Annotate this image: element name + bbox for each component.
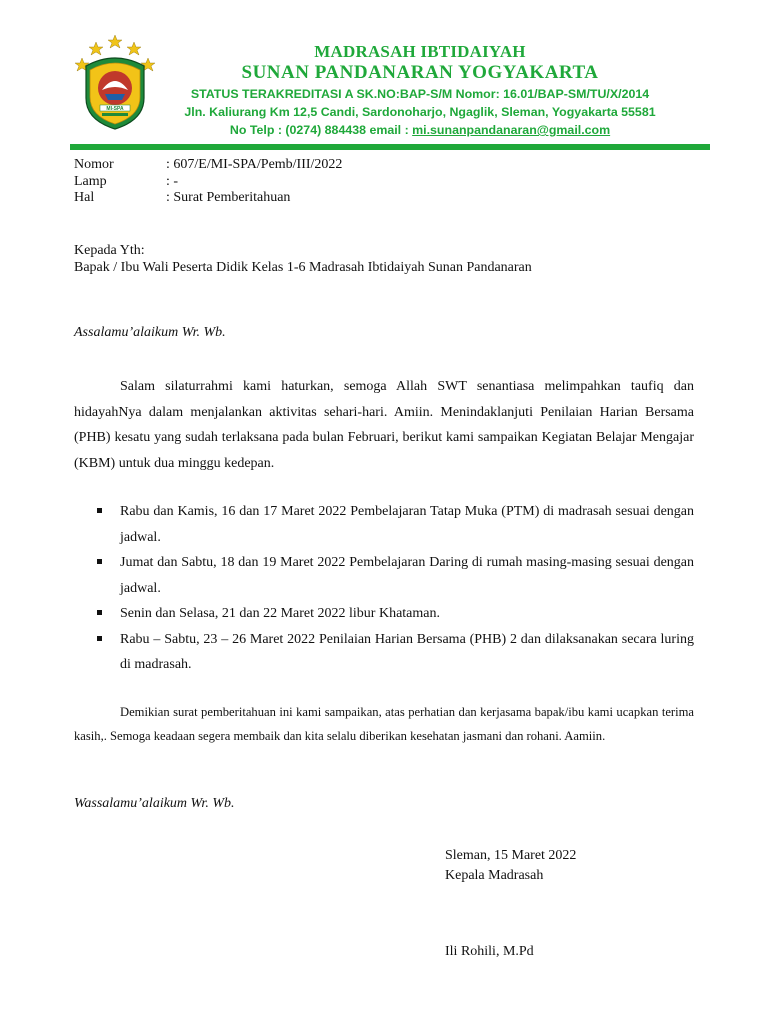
school-type: MADRASAH IBTIDAIYAH: [314, 42, 526, 61]
signatory-name: Ili Rohili, M.Pd: [445, 944, 534, 959]
school-name: SUNAN PANDANARAN YOGYAKARTA: [241, 62, 599, 83]
accreditation-status: STATUS TERAKREDITASI A SK.NO:BAP-S/M Nomor: 16.01/BAP-SM/TU/X/2014: [190, 87, 650, 101]
lamp-value: : -: [166, 173, 179, 189]
contact-line: [160, 121, 680, 139]
lamp-label: Lamp: [74, 173, 107, 189]
recipient-name: Bapak / Ibu Wali Peserta Didik Kelas 1-6 Madrasah Ibtidaiyah Sunan Pandanaran: [74, 260, 532, 275]
email-link[interactable]: mi.sunanpandanaran@gmail.com: [412, 123, 611, 137]
logo-text: MI-SPA: [106, 106, 124, 112]
opening-greeting: Assalamu’alaikum Wr. Wb.: [74, 325, 226, 340]
place-date: Sleman, 15 Maret 2022: [445, 848, 577, 863]
school-logo: [72, 28, 158, 132]
reference-block: [74, 157, 342, 207]
letterhead-divider: [70, 144, 710, 150]
list-item: Senin dan Selasa, 21 dan 22 Maret 2022 libur Khataman.: [94, 601, 694, 627]
schedule-list: [94, 499, 694, 678]
nomor-label: Nomor: [74, 157, 114, 172]
letterhead: [160, 42, 680, 139]
list-item: Rabu dan Kamis, 16 dan 17 Maret 2022 Pembelajaran Tatap Muka (PTM) di madrasah sesuai dengan jadwal.: [94, 499, 694, 550]
signatory-position: Kepala Madrasah: [445, 868, 544, 883]
hal-value: : Surat Pemberitahuan: [166, 190, 291, 205]
intro-paragraph: Salam silaturrahmi kami haturkan, semoga Allah SWT senantiasa melimpahkan taufiq dan hidayahNya dalam menjalankan aktivitas sehari-hari. Amiin. Menindaklanjuti Penilaian Harian Bersama (PHB) kesatu yang sudah terlaksana pada bulan Februari, berikut kami sampaikan Kegiatan Belajar Mengajar (KBM) untuk dua minggu kedepan.: [74, 379, 694, 471]
hal-label: Hal: [74, 190, 95, 205]
recipient-heading: Kepada Yth:: [74, 243, 145, 258]
nomor-value: : 607/E/MI-SPA/Pemb/III/2022: [166, 157, 343, 172]
closing-paragraph: Demikian surat pemberitahuan ini kami sampaikan, atas perhatian dan kerjasama bapak/ibu kami ucapkan terima kasih,. Semoga keadaan segera membaik dan kita selalu diberikan kesehatan jasmani dan rohani. Aamiin.: [74, 705, 694, 743]
phone-text: No Telp : (0274) 884438 email :: [229, 123, 413, 137]
list-item: Jumat dan Sabtu, 18 dan 19 Maret 2022 Pembelajaran Daring di rumah masing-masing sesuai dengan jadwal.: [94, 550, 694, 601]
list-item: Rabu – Sabtu, 23 – 26 Maret 2022 Penilaian Harian Bersama (PHB) 2 dan dilaksanakan secara luring di madrasah.: [94, 627, 694, 678]
closing-greeting: Wassalamu’alaikum Wr. Wb.: [74, 796, 235, 811]
school-address: Jln. Kaliurang Km 12,5 Candi, Sardonoharjo, Ngaglik, Sleman, Yogyakarta 55581: [184, 105, 656, 119]
